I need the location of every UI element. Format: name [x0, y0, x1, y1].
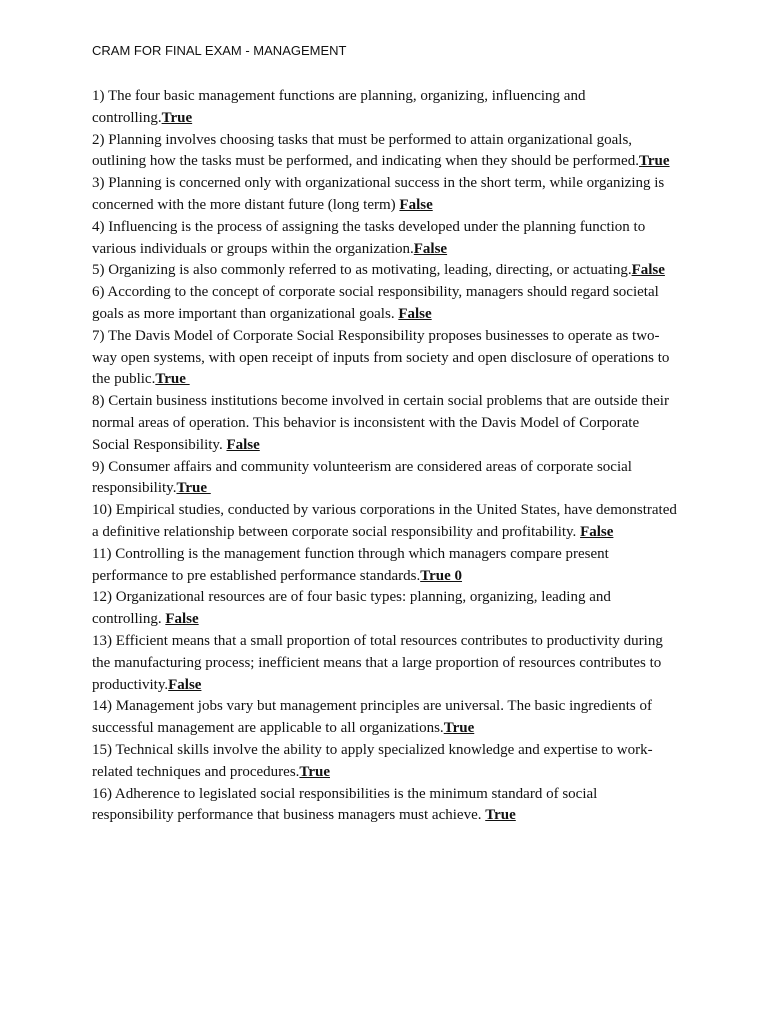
question-text: 1) The four basic management functions are planning, organizing, influencing and controlling. — [92, 88, 586, 126]
answer-label: True — [176, 480, 211, 497]
document-title: CRAM FOR FINAL EXAM - MANAGEMENT — [92, 43, 347, 58]
question-text: 5) Organizing is also commonly referred to as motivating, leading, directing, or actuating. — [92, 262, 632, 279]
question-3 — [92, 173, 680, 217]
question-text: 8) Certain business institutions become involved in certain social problems that are outside their normal areas of operation. This behavior is inconsistent with the Davis Model of Corporate Social Responsibility. — [92, 393, 669, 453]
answer-label: False — [398, 305, 432, 322]
question-2 — [92, 130, 680, 174]
question-text: 11) Controlling is the management function through which managers compare present performance to pre established performance standards. — [92, 545, 609, 584]
question-9 — [92, 457, 680, 501]
question-text: 12) Organizational resources are of four basic types: planning, organizing, leading and controlling. — [92, 589, 611, 628]
answer-label: True — [155, 371, 190, 388]
question-10 — [92, 500, 680, 544]
question-15 — [92, 740, 680, 784]
question-text: 6) According to the concept of corporate social responsibility, managers should regard societal goals as more important than organizational goals. — [92, 284, 659, 322]
question-text: 9) Consumer affairs and community volunteerism are considered areas of corporate social responsibility. — [92, 458, 632, 497]
answer-label: True — [485, 807, 516, 824]
answer-label: False — [165, 611, 199, 628]
question-text: 3) Planning is concerned only with organizational success in the short term, while organizing is concerned with the more distant future (long term) — [92, 175, 665, 213]
question-7 — [92, 326, 680, 391]
question-12 — [92, 587, 680, 631]
answer-label: False — [580, 523, 614, 540]
answer-label: False — [413, 240, 448, 257]
question-4 — [92, 217, 680, 261]
question-16 — [92, 784, 680, 828]
answer-label: True — [638, 153, 670, 170]
question-text: 4) Influencing is the process of assigning the tasks developed under the planning function to various individuals or groups within the organization. — [92, 218, 646, 257]
answer-label: False — [168, 676, 202, 693]
answer-label: False — [399, 196, 433, 213]
question-6 — [92, 282, 680, 326]
question-8 — [92, 391, 680, 456]
question-text: 16) Adherence to legislated social responsibilities is the minimum standard of social responsibility performance that business managers must achieve. — [92, 785, 598, 824]
answer-label: True — [299, 763, 330, 780]
question-list — [92, 86, 680, 827]
answer-label: True — [443, 720, 475, 737]
answer-label: True — [161, 109, 193, 126]
question-text: 15) Technical skills involve the ability to apply specialized knowledge and expertise to work-related techniques and procedures. — [92, 741, 653, 780]
question-13 — [92, 631, 680, 696]
question-text: 7) The Davis Model of Corporate Social Responsibility proposes businesses to operate as two-way open systems, with open receipt of inputs from society and open disclosure of operations to the public. — [92, 327, 670, 388]
question-5 — [92, 260, 680, 282]
answer-label: False — [631, 262, 665, 279]
question-14 — [92, 696, 680, 740]
question-text: 2) Planning involves choosing tasks that must be performed to attain organizational goals, outlining how the tasks must be performed, and indicating when they should be performed. — [92, 131, 639, 170]
answer-label: True 0 — [420, 567, 463, 584]
question-11 — [92, 544, 680, 588]
question-1 — [92, 86, 680, 130]
question-text: 13) Efficient means that a small proportion of total resources contributes to productivity during the manufacturing process; inefficient means that a large proportion of resources contributes to productivity. — [92, 632, 663, 693]
question-text: 10) Empirical studies, conducted by various corporations in the United States, have demonstrated a definitive relationship between corporate social responsibility and profitability. — [92, 502, 677, 540]
answer-label: False — [226, 436, 260, 453]
question-text: 14) Management jobs vary but management principles are universal. The basic ingredients of successful management are applicable to all organizations. — [92, 698, 652, 737]
